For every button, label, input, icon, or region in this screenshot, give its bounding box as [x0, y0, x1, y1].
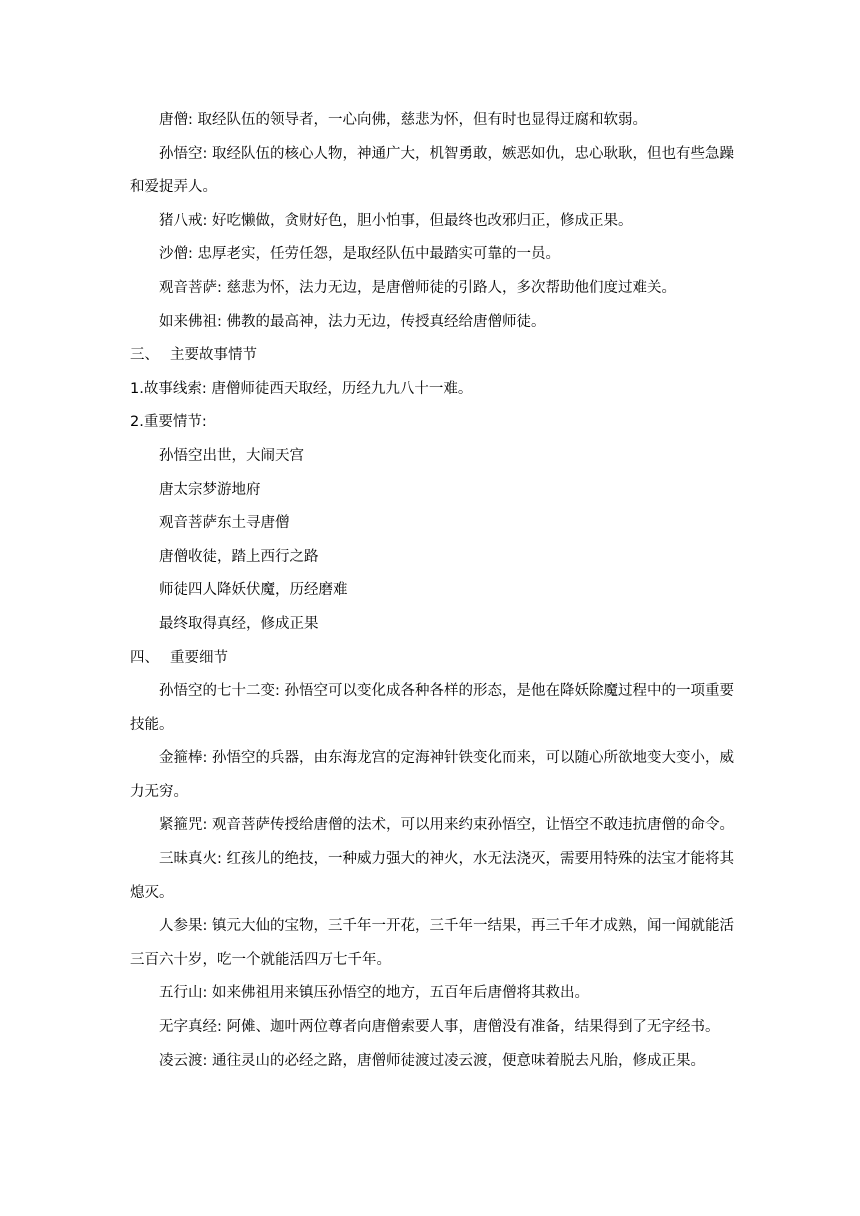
- character-entry-tangseng: 唐僧: 取经队伍的领导者，一心向佛，慈悲为怀，但有时也显得迂腐和软弱。: [159, 112, 647, 128]
- character-name: 观音菩萨: [159, 279, 217, 296]
- character-name: 孙悟空: [159, 145, 203, 162]
- section-title: 主要故事情节: [170, 347, 257, 364]
- detail-entry: 凌云渡: 通往灵山的必经之路，唐僧师徒渡过凌云渡，便意味着脱去凡胎，修成正果。: [159, 1052, 705, 1069]
- section-title: 重要细节: [170, 649, 228, 666]
- character-desc: 取经队伍的核心人物，神通广大，机智勇敢，嫉恶如仇，忠心耿耿，但也有些急躁和爱捉弄人。: [130, 145, 734, 196]
- detail-desc: 孙悟空可以变化成各种各样的形态，是他在降妖除魔过程中的一项重要技能。: [130, 683, 734, 733]
- section-heading-4: [130, 642, 734, 676]
- character-desc: 慈悲为怀，法力无边，是唐僧师徒的引路人，多次帮助他们度过难关。: [226, 279, 676, 296]
- plot-item: 师徒四人降妖伏魔，历经磨难: [159, 582, 348, 599]
- detail-name: 金箍棒: [159, 750, 203, 767]
- detail-desc: 阿傩、迦叶两位尊者向唐僧索要人事，唐僧没有准备，结果得到了无字经书。: [226, 1019, 720, 1036]
- detail-entry: 五行山: 如来佛祖用来镇压孙悟空的地方，五百年后唐僧将其救出。: [159, 985, 589, 1002]
- character-entry-guanyin: 观音菩萨: 慈悲为怀，法力无边，是唐僧师徒的引路人，多次帮助他们度过难关。: [159, 279, 676, 296]
- detail-name: 三昧真火: [159, 851, 217, 868]
- detail-desc: 红孩儿的绝技，一种威力强大的神火，水无法浇灭，需要用特殊的法宝才能将其熄灭。: [130, 851, 734, 901]
- detail-desc: 孙悟空的兵器，由东海龙宫的定海神针铁变化而来，可以随心所欲地变大变小，威力无穷。: [130, 750, 734, 800]
- section-heading-3: [130, 339, 734, 373]
- detail-entry: 孙悟空的七十二变: 孙悟空可以变化成各种各样的形态，是他在降妖除魔过程中的一项重要技能。: [130, 683, 734, 733]
- detail-desc: 如来佛祖用来镇压孙悟空的地方，五百年后唐僧将其救出。: [212, 985, 589, 1002]
- detail-entry: 三昧真火: 红孩儿的绝技，一种威力强大的神火，水无法浇灭，需要用特殊的法宝才能将其熄灭。: [130, 851, 734, 901]
- character-name: 唐僧: [159, 112, 188, 128]
- character-entry-shaseng: 沙僧: 忠厚老实，任劳任怨，是取经队伍中最踏实可靠的一员。: [159, 246, 560, 263]
- plot-item: 唐僧收徒，踏上西行之路: [159, 548, 319, 565]
- detail-name: 五行山: [159, 985, 203, 1002]
- detail-entry: 人参果: 镇元大仙的宝物，三千年一开花，三千年一结果，再三千年才成熟，闻一闻就能活三百六十岁，吃一个就能活四万七千年。: [130, 918, 734, 968]
- detail-name: 紧箍咒: [159, 817, 203, 834]
- character-desc: 佛教的最高神，法力无边，传授真经给唐僧师徒。: [226, 313, 546, 330]
- detail-name: 无字真经: [159, 1019, 217, 1036]
- character-name: 沙僧: [159, 246, 188, 263]
- plot-item: 孙悟空出世，大闹天宫: [159, 447, 304, 464]
- detail-desc: 通往灵山的必经之路，唐僧师徒渡过凌云渡，便意味着脱去凡胎，修成正果。: [212, 1052, 705, 1069]
- detail-name: 人参果: [159, 918, 203, 935]
- character-entry-zhubajie: 猪八戒: 好吃懒做，贪财好色，胆小怕事，但最终也改邪归正，修成正果。: [159, 212, 633, 229]
- section-number: 四、: [130, 649, 159, 666]
- character-desc: 取经队伍的领导者，一心向佛，慈悲为怀，但有时也显得迂腐和软弱。: [197, 112, 647, 128]
- detail-entry: 无字真经: 阿傩、迦叶两位尊者向唐僧索要人事，唐僧没有准备，结果得到了无字经书。: [159, 1019, 720, 1036]
- plot-item: 最终取得真经，修成正果: [159, 615, 319, 632]
- detail-desc: 观音菩萨传授给唐僧的法术，可以用来约束孙悟空，让悟空不敢违抗唐僧的命令。: [212, 817, 734, 834]
- section-number: 三、: [130, 347, 159, 364]
- character-entry-rulai: 如来佛祖: 佛教的最高神，法力无边，传授真经给唐僧师徒。: [159, 313, 546, 330]
- character-desc: 好吃懒做，贪财好色，胆小怕事，但最终也改邪归正，修成正果。: [212, 212, 633, 229]
- detail-entry: 紧箍咒: 观音菩萨传授给唐僧的法术，可以用来约束孙悟空，让悟空不敢违抗唐僧的命令。: [159, 817, 734, 834]
- detail-name: 凌云渡: [159, 1052, 203, 1069]
- character-name: 猪八戒: [159, 212, 203, 229]
- plot-item: 唐太宗梦游地府: [159, 481, 261, 498]
- plot-item: 观音菩萨东土寻唐僧: [159, 515, 290, 532]
- key-plots-label: 2.重要情节:: [130, 414, 207, 431]
- character-entry-sunwukong: 孙悟空: 取经队伍的核心人物，神通广大，机智勇敢，嫉恶如仇，忠心耿耿，但也有些急躁和爱捉弄人。: [130, 145, 734, 196]
- character-name: 如来佛祖: [159, 313, 217, 330]
- detail-name: 孙悟空的七十二变: [159, 683, 275, 700]
- character-desc: 忠厚老实，任劳任怨，是取经队伍中最踏实可靠的一员。: [197, 246, 560, 263]
- story-line-item: 1.故事线索: 唐僧师徒西天取经，历经九九八十一难。: [130, 380, 473, 397]
- document-page: [130, 104, 734, 1078]
- detail-entry: 金箍棒: 孙悟空的兵器，由东海龙宫的定海神针铁变化而来，可以随心所欲地变大变小，威力无穷。: [130, 750, 734, 800]
- detail-desc: 镇元大仙的宝物，三千年一开花，三千年一结果，再三千年才成熟，闻一闻就能活三百六十岁，吃一个就能活四万七千年。: [130, 918, 734, 968]
